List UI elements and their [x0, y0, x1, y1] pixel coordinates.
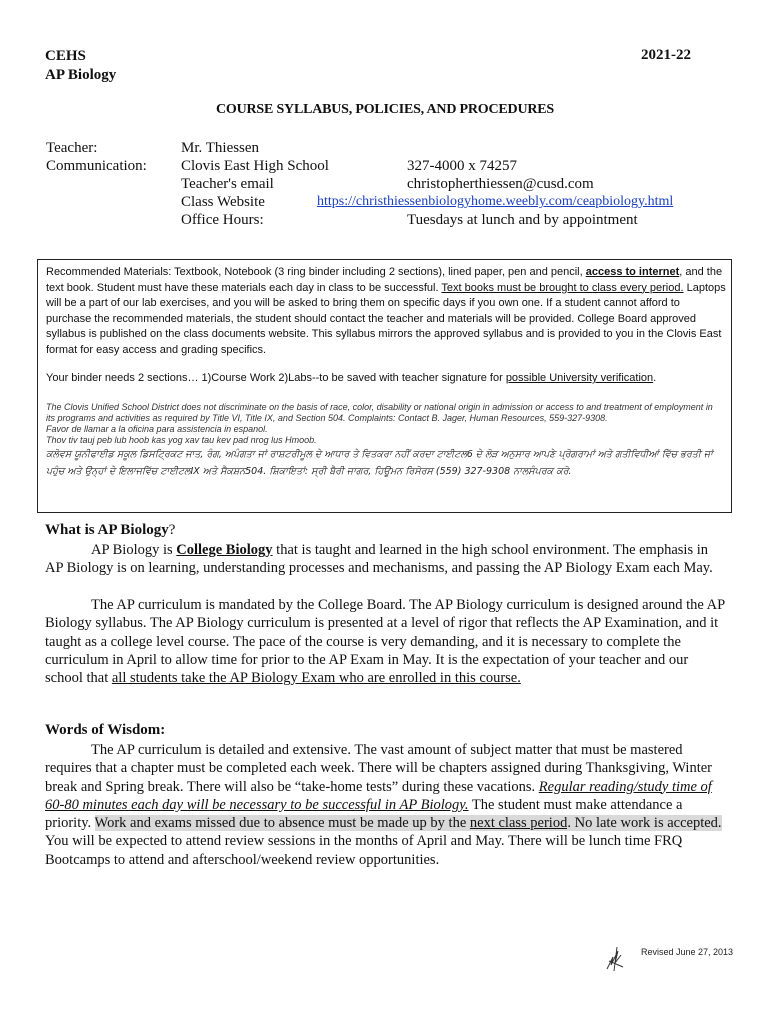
binder-end: . — [653, 372, 657, 384]
document-title: COURSE SYLLABUS, POLICIES, AND PROCEDURES — [216, 102, 554, 117]
wisdom-paragraph — [45, 741, 728, 869]
school-name-value: Clovis East High School — [181, 158, 329, 174]
text-books-requirement: Text books must be brought to class every period. — [441, 281, 684, 294]
wisdom-text: The AP curriculum is detailed and extensive. The vast amount of subject matter that must be mastered requires that a chapter must be completed each week. There will be chapters assigned during Thanksgiving, Winter break and Spring break. There will also be “take-home tests” during these vacations. — [45, 742, 713, 795]
communication-label: Communication: — [46, 158, 147, 174]
exam-requirement: all students take the AP Biology Exam who are enrolled in this course. — [111, 670, 521, 687]
university-verification: possible University verification — [505, 372, 654, 384]
website-label: Class Website — [181, 194, 265, 210]
nondiscrimination-text: The Clovis Unified School District does not discriminate on the basis of race, color, disability or national origin in admission or access to and treatment of employment in its programs and activities as required by Title VI, Title IX, and Section 504. Complaints: Contact B. Jager, Human Resources, 559-327-9308. — [46, 402, 713, 423]
access-to-internet: access to internet — [585, 266, 680, 278]
wisdom-text: The student must make attendance a priority. — [45, 796, 683, 832]
absence-policy: Work and exams missed due to absence must be made up by the — [94, 815, 470, 832]
school-year: 2021-22 — [641, 47, 691, 63]
teacher-email: christopherthiessen@cusd.com — [407, 176, 594, 192]
office-hours-label: Office Hours: — [181, 212, 264, 228]
binder-note — [46, 372, 726, 384]
what-paragraph-2 — [45, 596, 728, 687]
revised-date: Revised June 27, 2013 — [641, 947, 734, 957]
materials-text — [46, 265, 726, 359]
phone-number: 327-4000 x 74257 — [407, 158, 517, 174]
signature-mark — [603, 943, 629, 978]
college-biology: College Biology — [176, 542, 273, 558]
wisdom-text: You will be expected to attend review sessions in the months of April and May. There will be lunch time FRQ Bootcamps to attend and afterschool/weekend review opportunities. — [45, 833, 683, 868]
what-heading-q: ? — [168, 522, 176, 538]
what-p1-text: that is taught and learned in the high school environment. The emphasis in AP Biology is on learning, understanding processes and mechanisms, and passing the AP Biology Exam each May. — [45, 542, 713, 577]
what-heading-text: What is AP Biology — [45, 522, 169, 538]
materials-part: Laptops will be a part of our lab exercises, and you will be asked to bring them on specific days if you own one. If a student cannot afford to purchase the recommended materials, the student should contact the teacher and materials will be provided. College Board approved syllabus is published on the class documents website. This syllabus mirrors the approved syllabus and is provided to you in the Clovis East format for easy access and grading specifics. — [46, 281, 726, 356]
what-paragraph-1 — [45, 541, 728, 578]
teacher-label: Teacher: — [46, 140, 98, 156]
wisdom-heading: Words of Wisdom: — [45, 722, 166, 738]
office-hours-value: Tuesdays at lunch and by appointment — [407, 212, 638, 228]
what-is-heading — [45, 522, 175, 539]
course-name: AP Biology — [45, 67, 117, 83]
materials-part: , and the text book. Student must have these materials each day in class to be successful. — [46, 266, 723, 294]
header-left — [45, 47, 116, 85]
what-p1-text: AP Biology is — [91, 542, 177, 558]
nondiscrimination-notice — [46, 402, 721, 446]
spanish-notice: Favor de llamar a la oficina para assistencia in espanol. — [46, 424, 268, 434]
materials-part: Recommended Materials: Textbook, Notebook (3 ring binder including 2 sections), lined paper, pen and pencil, — [46, 266, 586, 278]
next-class-period: next class period — [469, 815, 568, 832]
what-p2-text: The AP curriculum is mandated by the College Board. The AP Biology curriculum is designed around the AP Biology syllabus. The AP Biology curriculum is presented at a level of rigor that reflects the AP Examination, and it taught as a college level course. The pace of the course is very demanding, and it is necessary to complete the curriculum in April to allow time for prior to the AP Exam in May. It is the expectation of your teacher and our school that — [45, 597, 725, 687]
study-time-requirement: Regular reading/study time of 60-80 minutes each day will be necessary to be successful in AP Biology. — [45, 778, 712, 813]
hmong-notice: Thov tiv tauj peb lub hoob kas yog xav tau kev pad nrog lus Hmoob. — [46, 435, 317, 445]
binder-text: Your binder needs 2 sections… 1)Course Work 2)Labs--to be saved with teacher signature for — [46, 372, 506, 384]
school-name: CEHS — [45, 48, 86, 64]
punjabi-notice: ਕਲੋਵਸ ਯੂਨੀਫਾਈਡ ਸਕੂਲ ਡਿਸਟ੍ਰਿਕਟ ਜਾਤ, ਰੰਗ, ਅਪੰਗਤਾ ਜਾਂ ਰਾਸ਼ਟਰੀਮੂਲ ਦੇ ਆਧਾਰ ਤੇ ਵਿਤਕਰਾ ਨਹੀਂ ਕਰਦਾ ਟਾਈਟਲ6 ਦੇ ਲੋੜ ਅਨੁਸਾਰ ਆਪਣੇ ਪ੍ਰੋਗਰਾਮਾਂ ਅਤੇ ਗਤੀਵਿਧੀਆਂ ਵਿੱਚ ਭਰਤੀ ਜਾਂ ਪਹੁੰਚ ਅਤੇ ਉਨ੍ਹਾਂ ਦੇ ਇਲਾਜਵਿੱਚ ਟਾਈਟਲIX ਅਤੇ ਸੈਕਸ਼ਨ504. ਸ਼ਿਕਾਇਤਾਂ: ਸ੍ਰੀ ਬੈਰੀ ਜਾਗਰ, ਹਿਊਮਨ ਰਿਸੋਰਸ (559) 327-9308 ਨਾਲਸੰਪਰਕ ਕਰੋ. — [46, 449, 713, 477]
late-work-policy: . No late work is accepted. — [567, 815, 722, 832]
teacher-name: Mr. Thiessen — [181, 140, 260, 156]
class-website-link[interactable]: https://christhiessenbiologyhome.weebly.com/ceapbiology.html — [317, 194, 674, 209]
email-label: Teacher's email — [181, 176, 274, 192]
